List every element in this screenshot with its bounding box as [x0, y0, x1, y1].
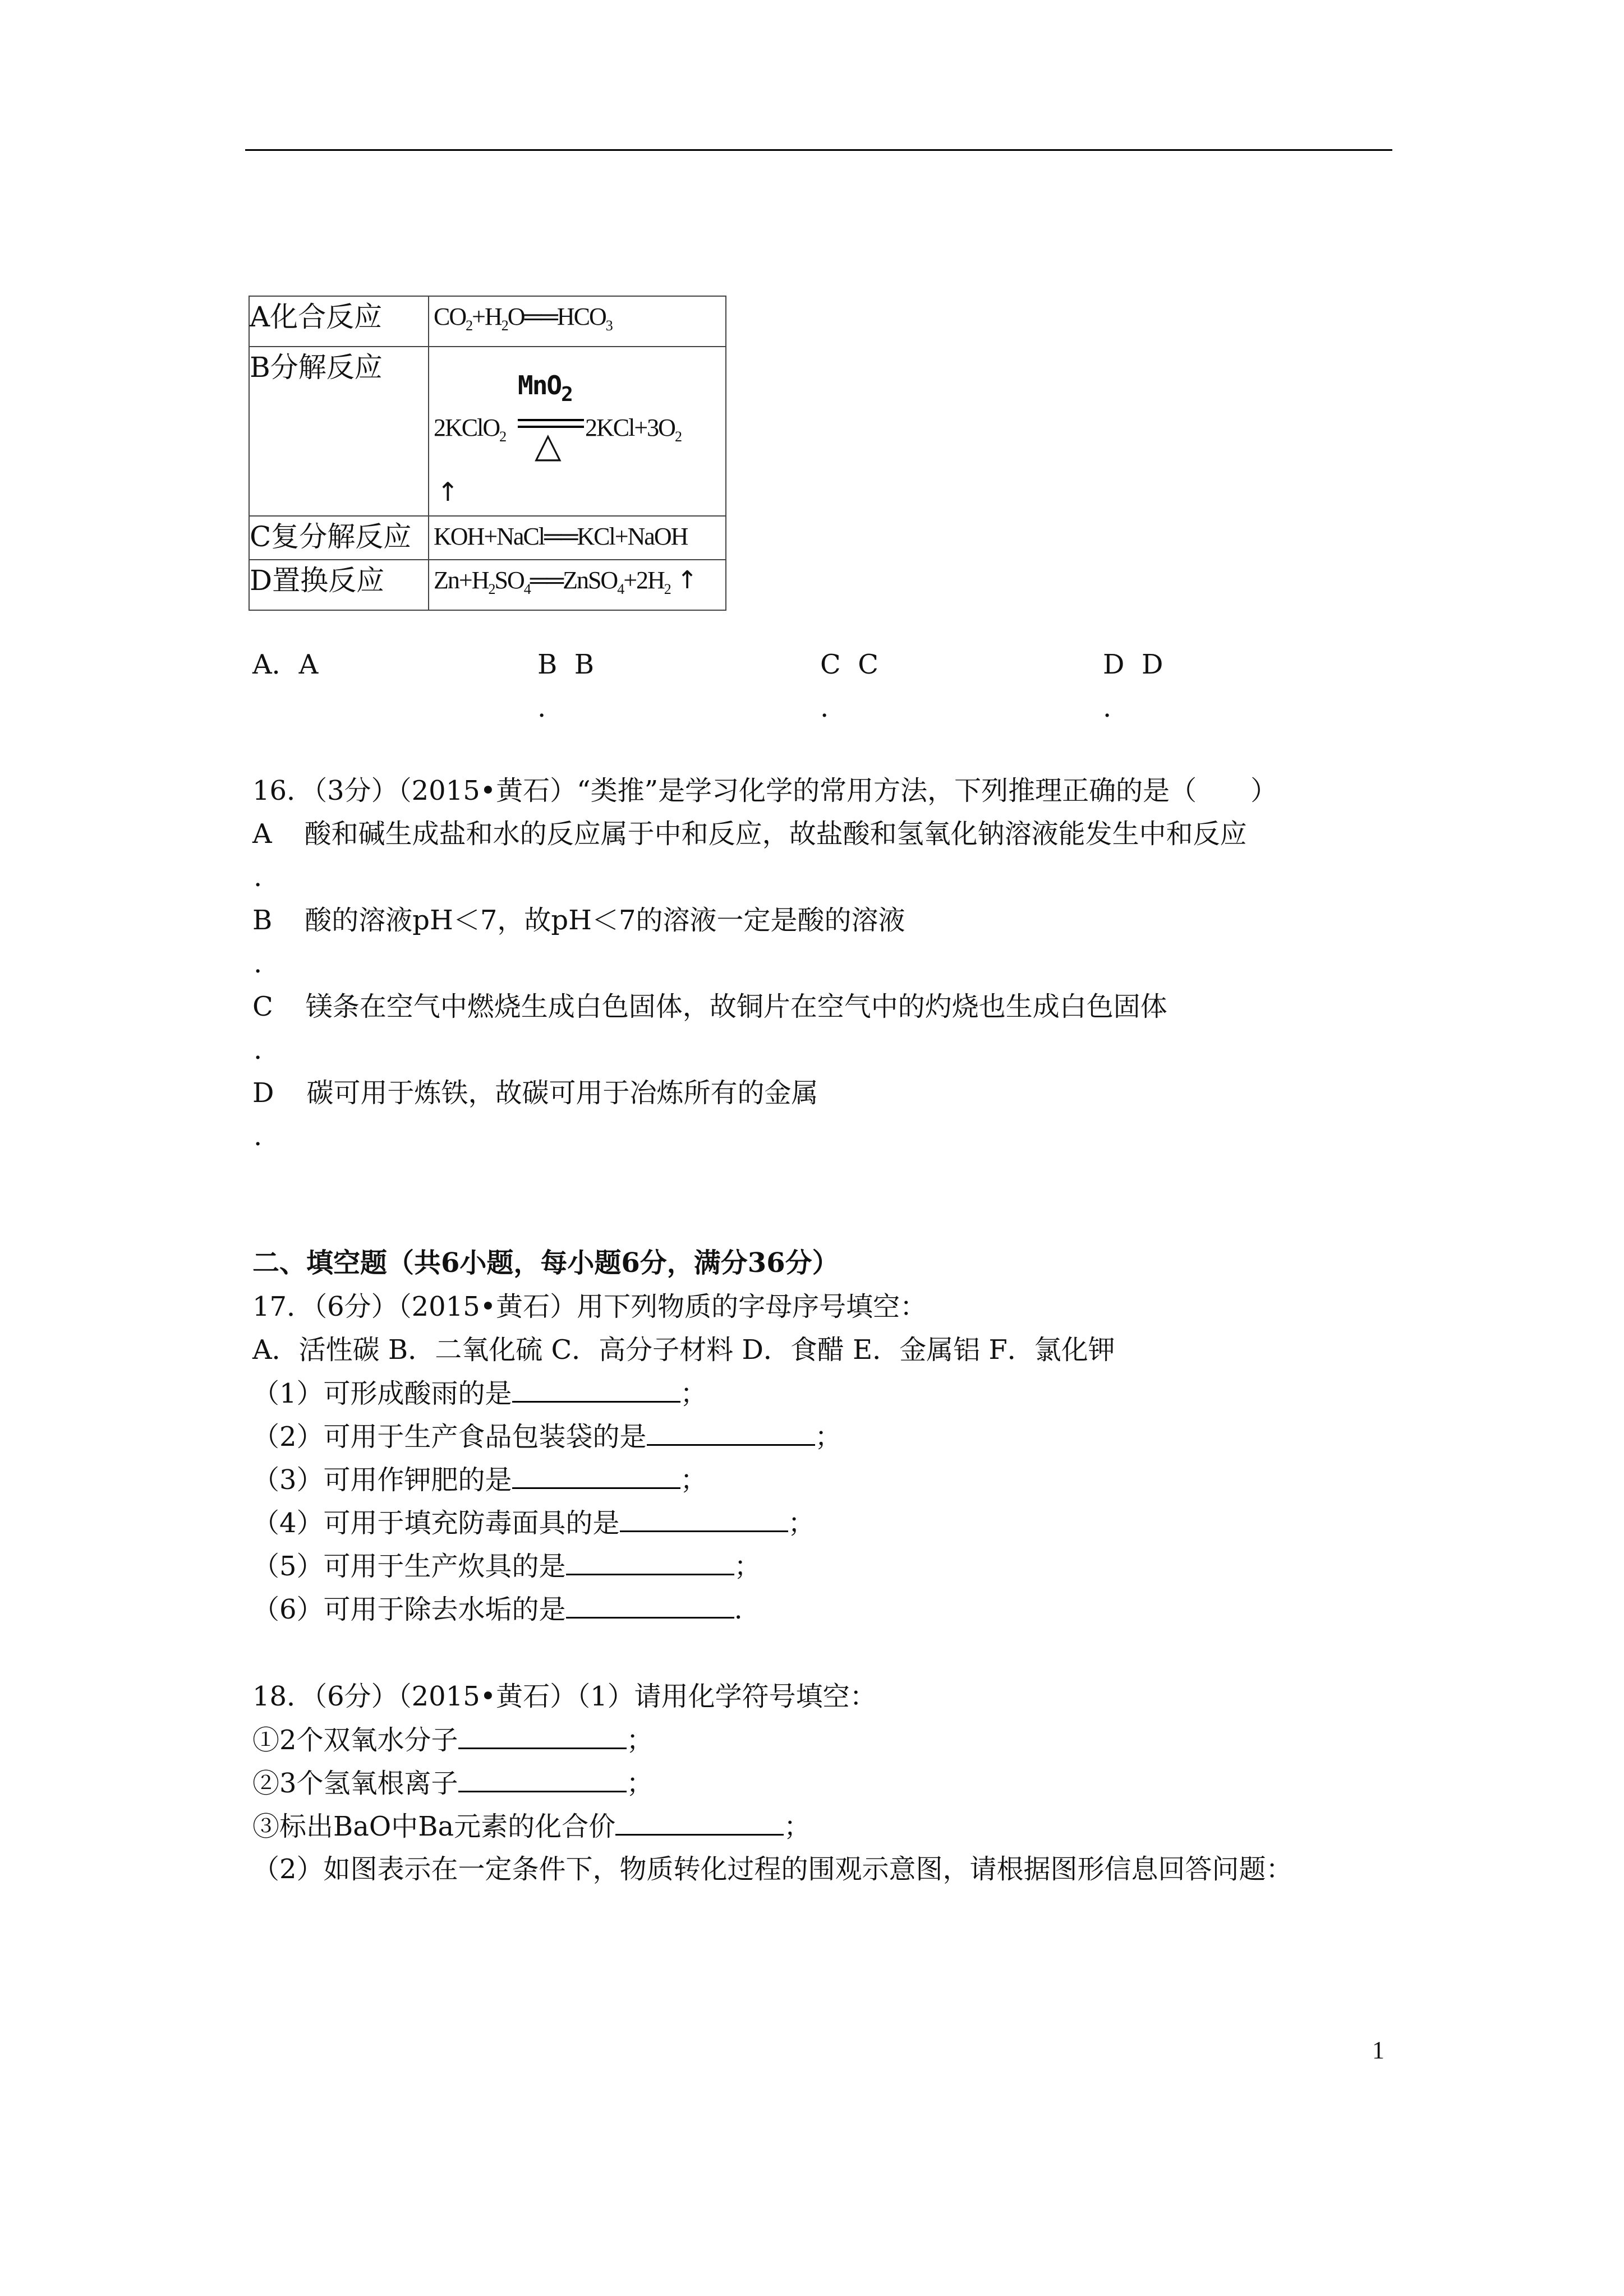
q18-item: ①2个双氧水分子 ；: [252, 1723, 654, 1757]
answer-blank[interactable]: [512, 1463, 680, 1489]
q18-item: ②3个氢氧根离子 ；: [252, 1766, 654, 1800]
option-c: C C: [820, 649, 878, 680]
table-row: [249, 560, 726, 610]
gas-arrow-icon: ↑: [437, 477, 458, 507]
heat-symbol: △: [535, 425, 560, 465]
question-16-stem: 16．（3分）（2015•黄石）“类推”是学习化学的常用方法，下列推理正确的是（ ）: [252, 775, 1278, 806]
q17-item: （5）可用于生产炊具的是 ；: [252, 1549, 761, 1583]
answer-blank[interactable]: [458, 1766, 627, 1792]
catalyst-label: MnO$_2$: [518, 370, 572, 406]
page-number: 1: [1372, 2036, 1384, 2064]
q17-item: （4）可用于填充防毒面具的是 ；: [252, 1506, 815, 1540]
option-b-dot: .: [537, 692, 546, 723]
option-a: A．A: [252, 649, 319, 680]
table-row: [249, 347, 726, 516]
product-text: $2KCl+3O_2$: [585, 414, 681, 445]
q16-option-d: D 碳可用于炼铁，故碳可用于冶炼所有的金属: [252, 1077, 818, 1109]
q16-option-a-dot: .: [254, 861, 263, 893]
question-18-stem: 18．（6分）（2015•黄石）（1）请用化学符号填空：: [252, 1681, 877, 1712]
q17-item: （2）可用于生产食品包装袋的是 ；: [252, 1419, 842, 1454]
q16-option-c-dot: .: [254, 1034, 263, 1066]
q16-option-b-dot: .: [254, 948, 263, 979]
reaction-equation-cell: $Zn+H_2SO_4══ZnSO_4+2H_2$ ↑: [429, 560, 726, 610]
option-c-dot: .: [820, 692, 829, 723]
answer-blank[interactable]: [620, 1506, 788, 1532]
q16-option-b: B 酸的溶液pH＜7，故pH＜7的溶液一定是酸的溶液: [252, 905, 905, 936]
reaction-table: [249, 296, 726, 611]
equals-bar-top: [518, 419, 584, 421]
q18-part-2: （2）如图表示在一定条件下，物质转化过程的围观示意图，请根据图形信息回答问题：: [252, 1854, 1293, 1885]
reaction-type-cell: A化合反应: [249, 296, 429, 347]
reaction-type-cell: B分解反应: [249, 347, 429, 516]
q18-item: ③标出BaO中Ba元素的化合价 ；: [252, 1809, 811, 1843]
table-row: [249, 296, 726, 347]
q16-option-d-dot: .: [254, 1121, 263, 1152]
answer-blank[interactable]: [647, 1419, 815, 1446]
option-b: B B: [537, 649, 595, 680]
option-d: D D: [1103, 649, 1163, 680]
answer-blank[interactable]: [615, 1809, 784, 1836]
answer-blank[interactable]: [458, 1723, 627, 1749]
q17-item: （1）可形成酸雨的是 ；: [252, 1376, 707, 1410]
reactant-text: 2KClO$_2$: [434, 414, 506, 445]
reaction-equation-cell: KOH+NaCl══KCl+NaOH: [429, 516, 726, 560]
section-2-title: 二、填空题（共6小题，每小题6分，满分36分）: [252, 1247, 839, 1279]
answer-blank[interactable]: [566, 1549, 734, 1575]
reaction-type-cell: D置换反应: [249, 560, 429, 610]
header-rule: [245, 149, 1392, 151]
answer-blank[interactable]: [512, 1376, 680, 1403]
q17-item: （3）可用作钾肥的是 ；: [252, 1463, 707, 1497]
answer-blank[interactable]: [566, 1592, 734, 1619]
table-row: [249, 516, 726, 560]
option-d-dot: .: [1103, 692, 1112, 723]
reaction-equation-cell: [429, 347, 726, 516]
reaction-equation-cell: $CO_2+H_2O══HCO_3$: [429, 296, 726, 347]
question-17-stem: 17．（6分）（2015•黄石）用下列物质的字母序号填空：: [252, 1291, 927, 1322]
q16-option-a: A 酸和碱生成盐和水的反应属于中和反应，故盐酸和氢氧化钠溶液能发生中和反应: [252, 818, 1247, 850]
q16-option-c: C 镁条在空气中燃烧生成白色固体，故铜片在空气中的灼烧也生成白色固体: [252, 991, 1167, 1022]
question-17-choices: A．活性碳 B．二氧化硫 C．高分子材料 D．食醋 E．金属铝 F．氯化钾: [252, 1334, 1115, 1366]
q17-item: （6）可用于除去水垢的是 .: [252, 1592, 743, 1626]
reaction-type-cell: C复分解反应: [249, 516, 429, 560]
